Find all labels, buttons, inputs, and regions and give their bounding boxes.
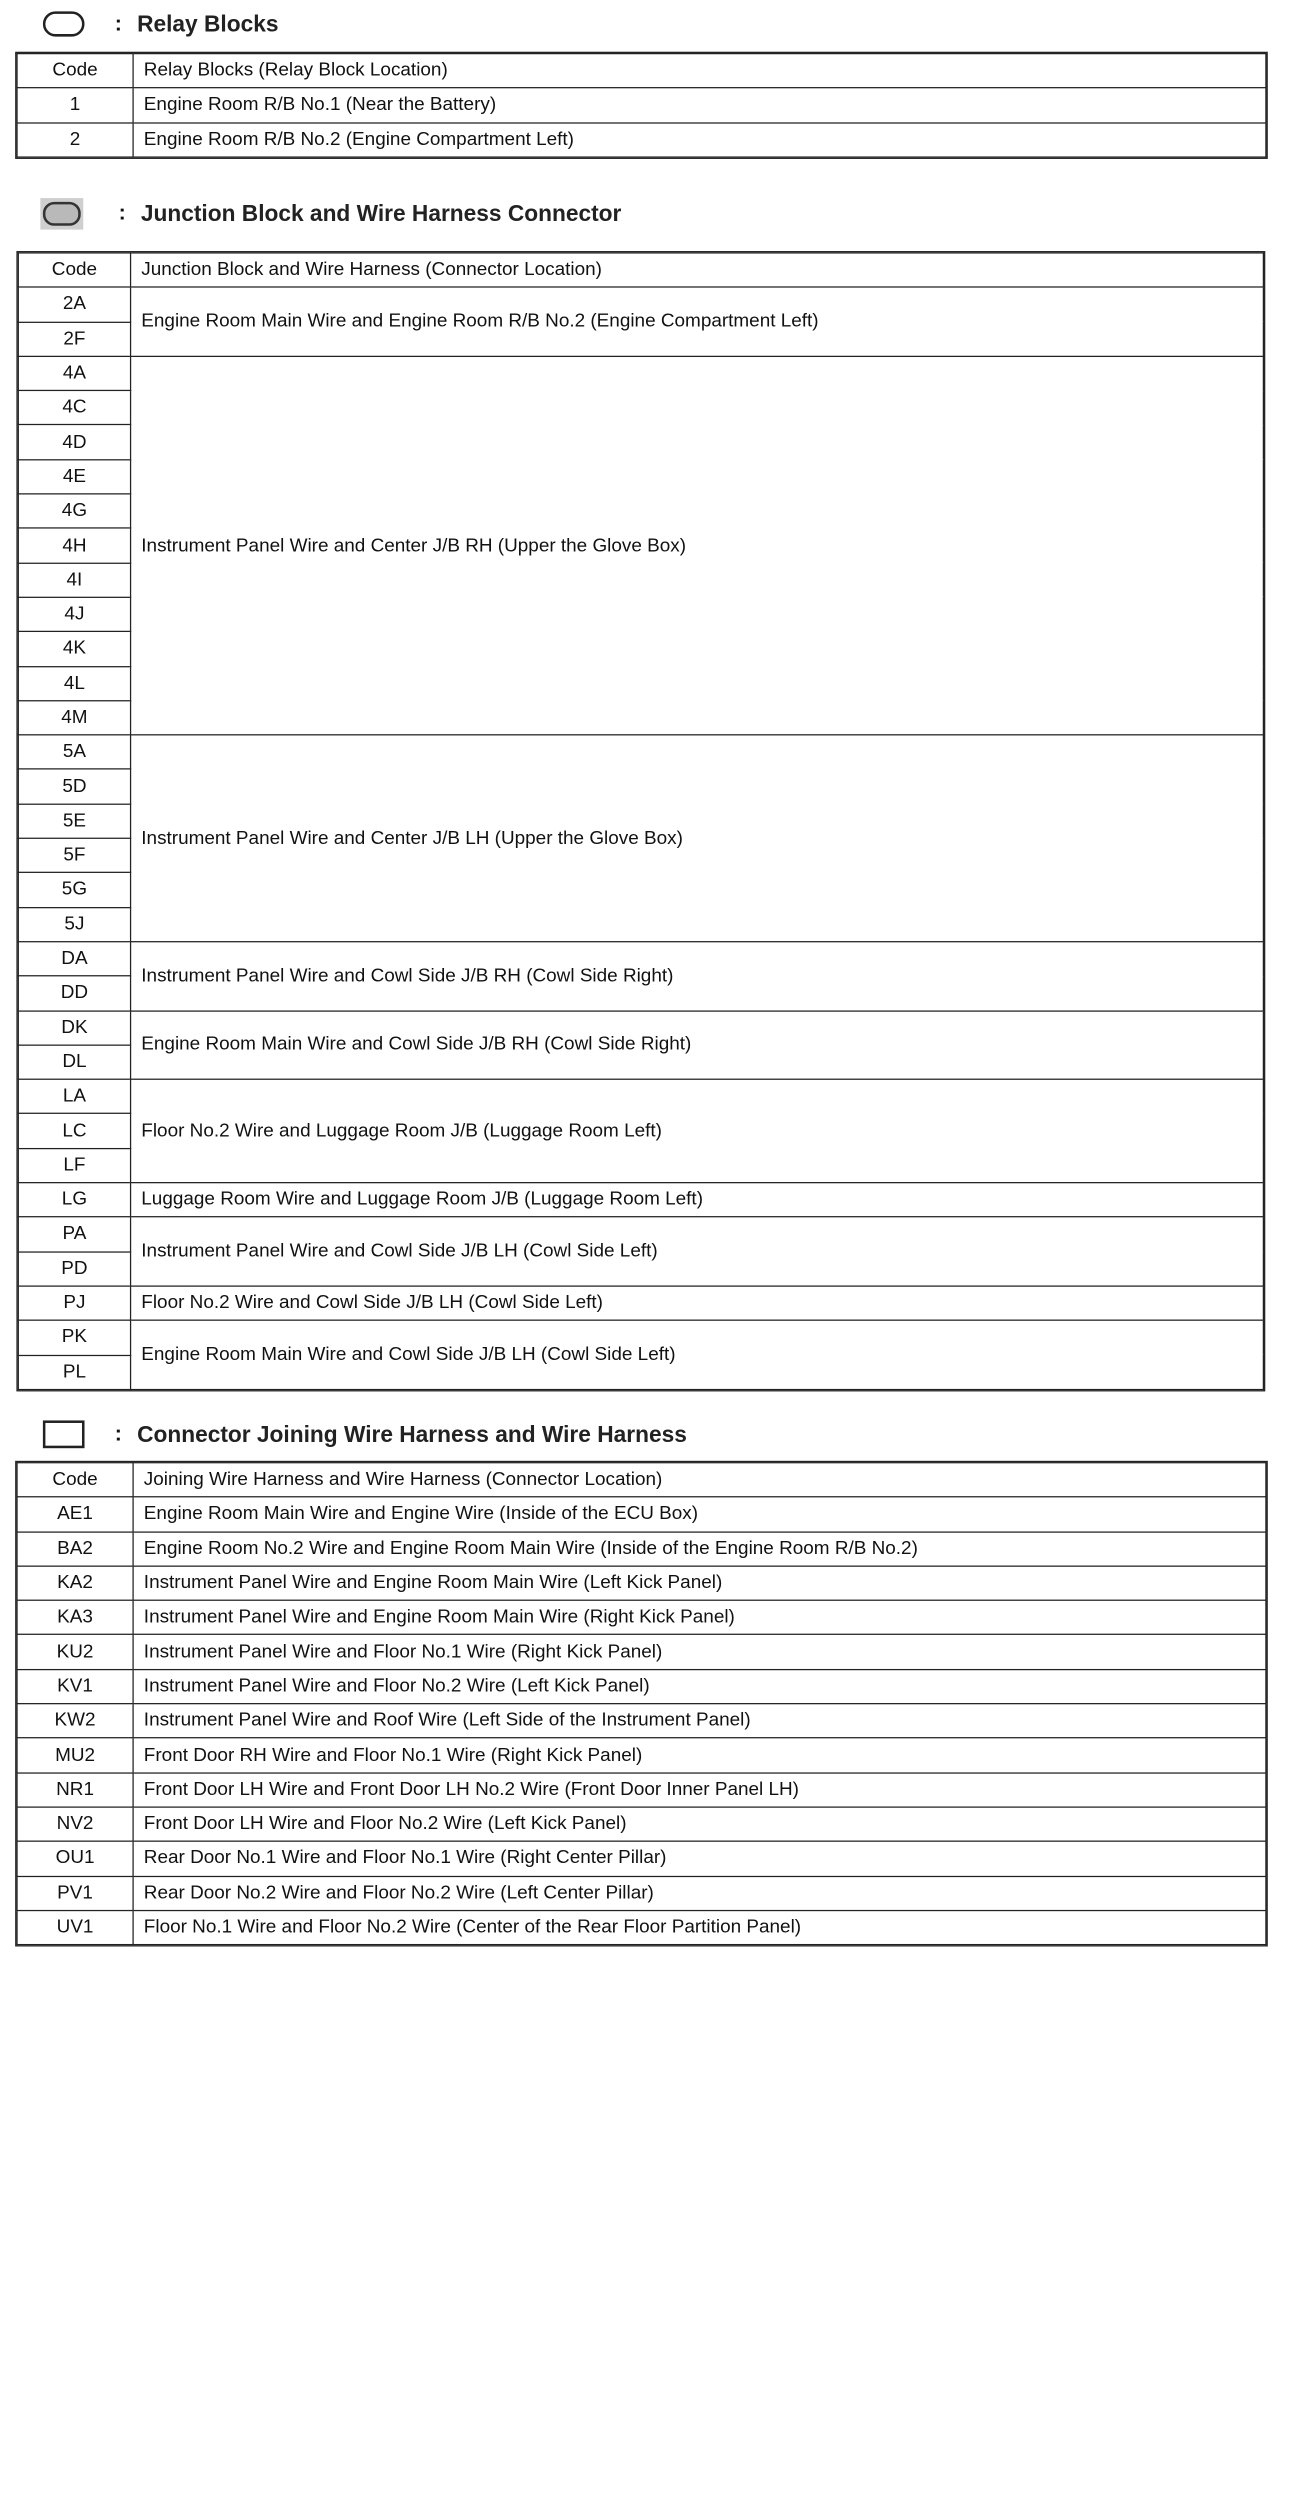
code-cell: PA (18, 1217, 130, 1251)
table-header-row (18, 253, 1263, 287)
table-header-row (17, 1463, 1266, 1497)
table-row (18, 1183, 1263, 1217)
table-row (17, 1773, 1266, 1807)
table-row (17, 1738, 1266, 1772)
relay-block-oval-icon (43, 11, 85, 36)
code-cell: 4A (18, 356, 130, 390)
table-header-row (17, 54, 1266, 88)
code-cell: PV1 (17, 1876, 133, 1910)
code-cell: KU2 (17, 1635, 133, 1669)
location-cell: Engine Room Main Wire and Engine Wire (Inside of the ECU Box) (133, 1497, 1266, 1531)
junction-block-shaded-oval-icon (40, 197, 83, 229)
location-cell: Floor No.1 Wire and Floor No.2 Wire (Center of the Rear Floor Partition Panel) (133, 1910, 1266, 1944)
code-cell: DK (18, 1011, 130, 1045)
relay-blocks-title: Relay Blocks (137, 10, 279, 36)
code-cell: LG (18, 1183, 130, 1217)
table-row (18, 1286, 1263, 1320)
code-cell: NV2 (17, 1807, 133, 1841)
location-cell: Instrument Panel Wire and Center J/B RH (Upper the Glove Box) (131, 356, 1264, 735)
location-cell: Floor No.2 Wire and Cowl Side J/B LH (Cowl Side Left) (131, 1286, 1264, 1320)
table-row (17, 1807, 1266, 1841)
location-cell: Instrument Panel Wire and Engine Room Main Wire (Right Kick Panel) (133, 1600, 1266, 1634)
table-row (17, 1635, 1266, 1669)
code-cell: DD (18, 976, 130, 1010)
code-cell: 4C (18, 391, 130, 425)
location-cell: Instrument Panel Wire and Engine Room Main Wire (Left Kick Panel) (133, 1566, 1266, 1600)
junction-block-table (18, 252, 1264, 1390)
table-row (17, 1704, 1266, 1738)
table-row (18, 1320, 1263, 1354)
location-cell: Front Door LH Wire and Front Door LH No.2 Wire (Front Door Inner Panel LH) (133, 1773, 1266, 1807)
location-cell: Rear Door No.1 Wire and Floor No.1 Wire (Right Center Pillar) (133, 1841, 1266, 1875)
table-row (17, 88, 1266, 122)
junction-heading-colon: : (118, 200, 126, 225)
location-cell: Engine Room Main Wire and Cowl Side J/B RH (Cowl Side Right) (131, 1011, 1264, 1080)
location-cell: Floor No.2 Wire and Luggage Room J/B (Luggage Room Left) (131, 1079, 1264, 1182)
code-header: Code (18, 253, 130, 287)
code-cell: 5G (18, 873, 130, 907)
code-cell: 4E (18, 460, 130, 494)
location-cell: Instrument Panel Wire and Cowl Side J/B LH (Cowl Side Left) (131, 1217, 1264, 1286)
table-row (17, 1497, 1266, 1531)
code-cell: 2 (17, 122, 133, 156)
table-row (18, 1079, 1263, 1113)
code-cell: NR1 (17, 1773, 133, 1807)
location-cell: Engine Room R/B No.2 (Engine Compartment Left) (133, 122, 1266, 156)
code-cell: LF (18, 1148, 130, 1182)
location-cell: Rear Door No.2 Wire and Floor No.2 Wire (Left Center Pillar) (133, 1876, 1266, 1910)
table-row (17, 1841, 1266, 1875)
location-cell: Luggage Room Wire and Luggage Room J/B (Luggage Room Left) (131, 1183, 1264, 1217)
connector-heading-colon: : (114, 1421, 122, 1446)
location-cell: Instrument Panel Wire and Floor No.2 Wire (Left Kick Panel) (133, 1669, 1266, 1703)
location-cell: Front Door RH Wire and Floor No.1 Wire (Right Kick Panel) (133, 1738, 1266, 1772)
connector-title: Connector Joining Wire Harness and Wire Harness (137, 1421, 687, 1447)
table-row (17, 1566, 1266, 1600)
code-cell: 4J (18, 597, 130, 631)
code-cell: 2A (18, 287, 130, 321)
code-cell: 2F (18, 322, 130, 356)
code-cell: LC (18, 1114, 130, 1148)
relay-heading-colon: : (114, 11, 122, 36)
code-cell: BA2 (17, 1532, 133, 1566)
code-cell: LA (18, 1079, 130, 1113)
code-cell: 4L (18, 666, 130, 700)
table-row (18, 356, 1263, 390)
location-header: Joining Wire Harness and Wire Harness (Connector Location) (133, 1463, 1266, 1497)
code-cell: UV1 (17, 1910, 133, 1944)
location-cell: Instrument Panel Wire and Center J/B LH (Upper the Glove Box) (131, 735, 1264, 942)
code-cell: DL (18, 1045, 130, 1079)
connector-table (16, 1462, 1266, 1945)
code-cell: 5A (18, 735, 130, 769)
code-cell: DA (18, 942, 130, 976)
code-cell: 4M (18, 701, 130, 735)
code-cell: AE1 (17, 1497, 133, 1531)
code-cell: KA2 (17, 1566, 133, 1600)
code-header: Code (17, 1463, 133, 1497)
location-cell: Engine Room Main Wire and Engine Room R/B No.2 (Engine Compartment Left) (131, 287, 1264, 356)
table-row (17, 1910, 1266, 1944)
code-cell: PJ (18, 1286, 130, 1320)
table-row (17, 1600, 1266, 1634)
table-row (18, 287, 1263, 321)
code-cell: 5D (18, 769, 130, 803)
code-cell: 4D (18, 425, 130, 459)
connector-heading (43, 1418, 687, 1451)
code-cell: KV1 (17, 1669, 133, 1703)
table-row (18, 735, 1263, 769)
code-cell: KW2 (17, 1704, 133, 1738)
location-cell: Instrument Panel Wire and Cowl Side J/B RH (Cowl Side Right) (131, 942, 1264, 1011)
location-cell: Engine Room R/B No.1 (Near the Battery) (133, 88, 1266, 122)
location-cell: Engine Room No.2 Wire and Engine Room Main Wire (Inside of the Engine Room R/B No.2) (133, 1532, 1266, 1566)
relay-blocks-heading (43, 8, 279, 41)
code-cell: 5J (18, 907, 130, 941)
code-cell: 4G (18, 494, 130, 528)
code-cell: OU1 (17, 1841, 133, 1875)
table-row (17, 1532, 1266, 1566)
code-cell: PL (18, 1355, 130, 1389)
table-row (17, 1876, 1266, 1910)
location-header: Junction Block and Wire Harness (Connector Location) (131, 253, 1264, 287)
code-header: Code (17, 54, 133, 88)
connector-rectangle-icon (43, 1420, 85, 1448)
code-cell: 4H (18, 528, 130, 562)
table-row (17, 1669, 1266, 1703)
location-cell: Instrument Panel Wire and Floor No.1 Wire (Right Kick Panel) (133, 1635, 1266, 1669)
code-cell: PK (18, 1320, 130, 1354)
code-cell: 4K (18, 632, 130, 666)
location-cell: Front Door LH Wire and Floor No.2 Wire (Left Kick Panel) (133, 1807, 1266, 1841)
table-row (18, 942, 1263, 976)
location-cell: Engine Room Main Wire and Cowl Side J/B LH (Cowl Side Left) (131, 1320, 1264, 1389)
table-row (17, 122, 1266, 156)
code-cell: PD (18, 1252, 130, 1286)
table-row (18, 1217, 1263, 1251)
code-cell: KA3 (17, 1600, 133, 1634)
relay-blocks-table (16, 53, 1266, 158)
location-header: Relay Blocks (Relay Block Location) (133, 54, 1266, 88)
code-cell: 1 (17, 88, 133, 122)
table-row (18, 1011, 1263, 1045)
code-cell: MU2 (17, 1738, 133, 1772)
junction-block-title: Junction Block and Wire Harness Connector (140, 199, 622, 226)
code-cell: 5E (18, 804, 130, 838)
location-cell: Instrument Panel Wire and Roof Wire (Left Side of the Instrument Panel) (133, 1704, 1266, 1738)
code-cell: 4I (18, 563, 130, 597)
junction-block-heading (40, 197, 621, 230)
code-cell: 5F (18, 838, 130, 872)
